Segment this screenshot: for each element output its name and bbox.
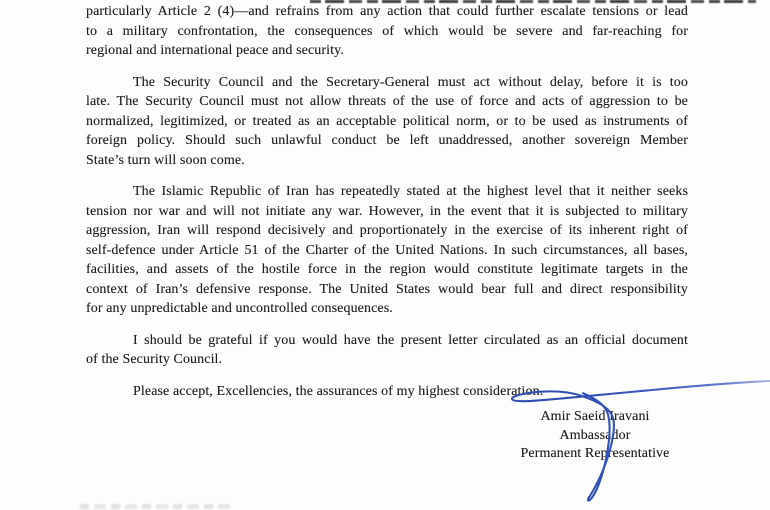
signatory-title-permanent-representative: Permanent Representative	[520, 446, 670, 462]
letter-line: self-defence under Article 51 of the Charter of the United Nations. In such circumstances, all bases,	[86, 242, 688, 258]
letter-paragraph	[86, 73, 688, 171]
letter-line: for any unpredictable and uncontrolled consequences.	[86, 301, 393, 316]
letter-body	[86, 2, 688, 401]
letter-paragraph	[86, 2, 688, 61]
letter-line: of the Security Council.	[86, 352, 223, 367]
letter-line: State’s turn will soon come.	[86, 152, 245, 168]
letter-line: normalized, legitimized, or treated as an acceptable political norm, or to be used as instruments of	[86, 113, 688, 129]
signatory-name: Amir Saeid Iravani	[540, 409, 650, 424]
letter-line: I should be grateful if you would have the present letter circulated as an official document	[133, 332, 688, 348]
letter-paragraph	[86, 331, 688, 370]
letter-line: to a military confrontation, the consequences of which would be severe and far-reaching for	[86, 23, 688, 39]
letter-line: aggression, Iran will respond decisively and proportionately in the exercise of its inherent right of	[86, 223, 688, 238]
signatory-title-ambassador: Ambassador	[559, 427, 631, 443]
letter-line: The Security Council and the Secretary-General must act without delay, before it is too	[133, 74, 688, 90]
signature-block	[475, 408, 715, 464]
letter-line: foreign policy. Should such unlawful conduct be left unaddressed, another sovereign Member	[86, 133, 688, 148]
letter-line: tension nor war and will not initiate any war. However, in the event that it is subjected to military	[86, 203, 688, 219]
letter-line: particularly Article 2 (4)—and refrains from any action that could further escalate tensions or lead	[86, 4, 688, 19]
letter-paragraph	[86, 382, 688, 402]
letter-line: context of Iran’s defensive response. The United States would bear full and direct responsibility	[86, 281, 688, 297]
letter-line: facilities, and assets of the hostile force in the region would constitute legitimate targets in the	[86, 262, 688, 277]
letter-line: The Islamic Republic of Iran has repeatedly stated at the highest level that it neither seeks	[133, 184, 688, 199]
letter-line: late. The Security Council must not allow threats of the use of force and acts of aggression to be	[86, 94, 688, 109]
cut-off-footer-smudge	[80, 504, 230, 509]
letter-line: regional and international peace and security.	[86, 43, 344, 58]
letter-paragraph	[86, 182, 688, 319]
letter-line: Please accept, Excellencies, the assurances of my highest consideration.	[133, 383, 544, 399]
